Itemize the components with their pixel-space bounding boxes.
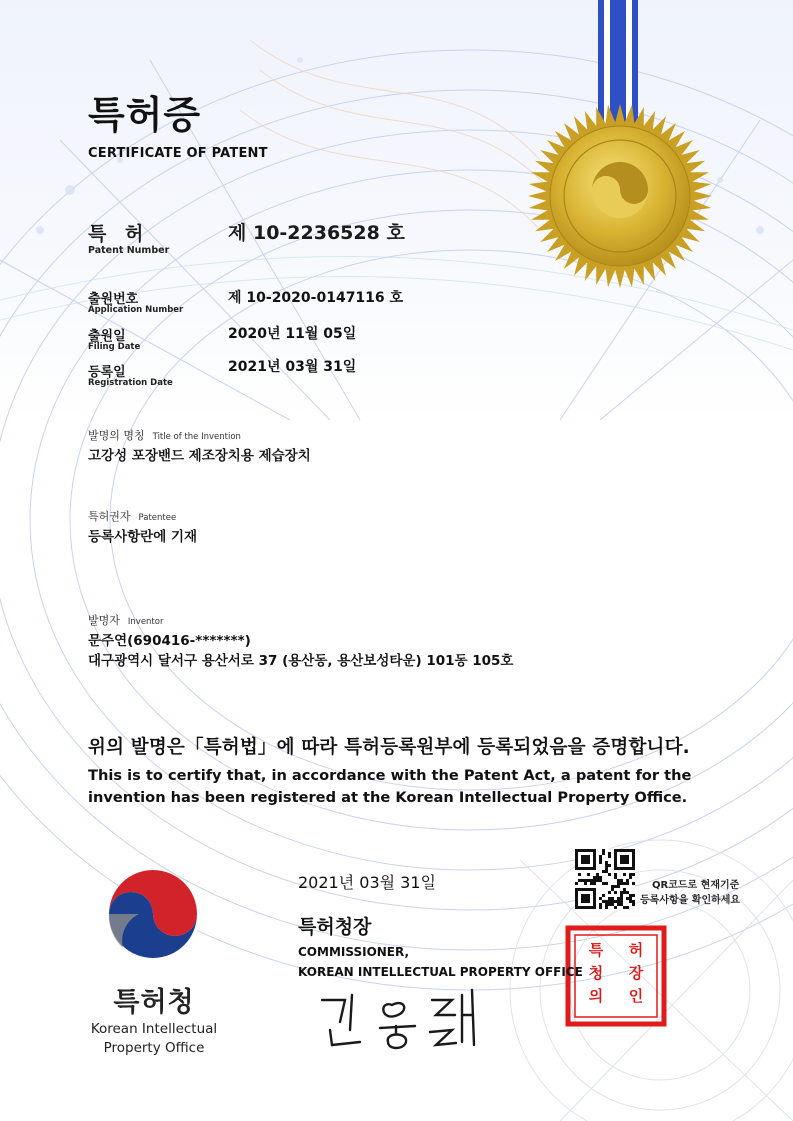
seal-char: 인 (628, 987, 644, 1005)
certificate-subtitle: CERTIFICATE OF PATENT (88, 146, 268, 161)
invention-title-label: 발명의 명칭 (88, 429, 145, 442)
patentee-value: 등록사항란에 기재 (88, 529, 198, 545)
registration-date-value: 2021년 03월 31일 (228, 359, 357, 375)
issue-date: 2021년 03월 31일 (298, 873, 436, 892)
office-logo-line-1: Korean Intellectual (90, 1021, 218, 1037)
seal-char: 청 (588, 964, 604, 982)
qr-caption-line-1: QR코드로 현재기준 (652, 880, 740, 891)
patentee-label-en: Patentee (138, 513, 177, 523)
registration-date-label: 등록일 (88, 365, 126, 380)
office-logo-line-2: Property Office (103, 1040, 205, 1056)
seal-char: 장 (628, 964, 644, 982)
qr-caption-line-2: 등록사항을 확인하세요 (640, 895, 741, 906)
office-name-en: KOREAN INTELLECTUAL PROPERTY OFFICE (298, 965, 583, 979)
commissioner-title-en: COMMISSIONER, (298, 945, 410, 959)
application-number-value: 제 10-2020-0147116 호 (228, 290, 404, 306)
patentee-heading (88, 508, 176, 524)
filing-date-label-en: Filing Date (88, 342, 141, 352)
inventor-name: 문주연(690416-*******) (88, 633, 251, 649)
commissioner-title-ko: 특허청장 (298, 916, 372, 938)
office-logo-name-en (70, 1020, 238, 1058)
certification-statement-ko: 위의 발명은「특허법」에 따라 특허등록원부에 등록되었음을 증명합니다. (88, 737, 690, 758)
signature-icon (322, 990, 474, 1048)
patent-number-value: 제 10-2236528 호 (228, 222, 405, 244)
kipo-logo-icon (107, 870, 199, 964)
inventor-heading (88, 612, 163, 628)
application-number-label: 출원번호 (88, 292, 139, 307)
inventor-address: 대구광역시 달서구 용산서로 37 (용산동, 용산보성타운) 101동 105호 (88, 653, 514, 669)
application-number-label-en: Application Number (88, 305, 184, 315)
certificate-title: 특허증 (88, 93, 202, 137)
qr-caption (640, 878, 740, 908)
seal-char: 의 (588, 987, 604, 1005)
office-logo-name: 특허청 (113, 987, 195, 1018)
inventor-label: 발명자 (88, 614, 120, 627)
gold-seal-icon (528, 104, 712, 288)
patentee-label: 특허권자 (88, 510, 131, 523)
inventor-label-en: Inventor (127, 617, 164, 627)
invention-title-heading (88, 427, 241, 443)
invention-title-value: 고강성 포장밴드 제조장치용 제습장치 (88, 448, 311, 464)
invention-title-label-en: Title of the Invention (152, 432, 241, 442)
filing-date-label: 출원일 (88, 329, 126, 344)
patent-number-label-en: Patent Number (88, 245, 170, 256)
patent-number-label: 특 허 (88, 223, 150, 245)
seal-char: 특 (588, 941, 604, 959)
certification-statement-en: This is to certify that, in accordance with the Patent Act, a patent for the invention has been registered at the Korean Intellectual Property Office. (88, 767, 692, 806)
filing-date-value: 2020년 11월 05일 (228, 326, 357, 342)
red-seal-text (576, 942, 656, 1005)
qr-code-icon[interactable] (575, 849, 635, 909)
seal-char: 허 (628, 941, 644, 959)
registration-date-label-en: Registration Date (88, 378, 173, 388)
